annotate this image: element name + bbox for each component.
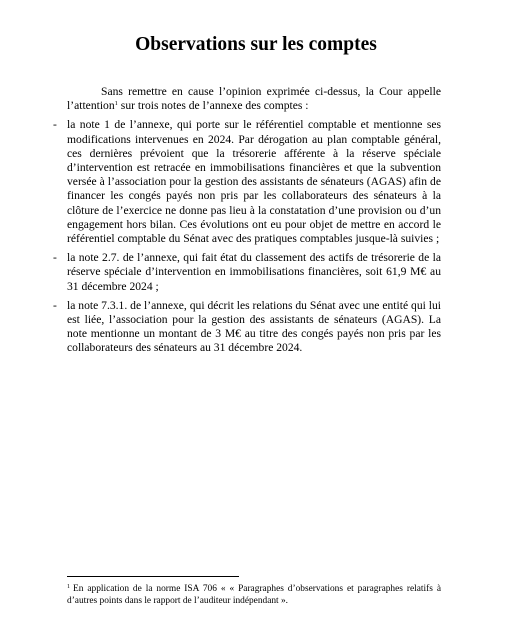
footnote-number: 1: [67, 584, 70, 590]
page-title: Observations sur les comptes: [135, 34, 377, 55]
footnote-text: En application de la norme ISA 706 « « Paragraphes d’observations et paragraphes relatifs à d’autres points dans le rapport de l’auditeur indépendant ».: [67, 584, 441, 606]
intro-text-end: sur trois notes de l’annexe des comptes :: [117, 99, 309, 113]
footnote-separator: [67, 576, 239, 577]
note-item-2: [53, 251, 441, 294]
footnote: [67, 583, 441, 607]
observations-body: [53, 85, 441, 361]
note-text: la note 7.3.1. de l’annexe, qui décrit les relations du Sénat avec une entité qui lui est liée, l’association pour la gestion des assistants de sénateurs (AGAS). La note mentionne un montant de 3 M€ au titre des congés payés non pris par les collaborateurs des sénateurs au 31 décembre 2024.: [67, 298, 441, 355]
note-text: la note 2.7. de l’annexe, qui fait état du classement des actifs de trésorerie de la réserve spéciale d’intervention en immobilisations financières, soit 61,9 M€ au 31 décembre 2024 ;: [67, 251, 441, 293]
bullet-dash: -: [53, 298, 57, 312]
bullet-dash: -: [53, 251, 57, 265]
note-item-1: [53, 118, 441, 246]
intro-paragraph: [67, 85, 441, 113]
footnote-reference[interactable]: 1: [114, 100, 118, 108]
note-item-3: [53, 298, 441, 356]
notes-list: [53, 118, 441, 355]
bullet-dash: -: [53, 118, 57, 132]
note-text: la note 1 de l’annexe, qui porte sur le référentiel comptable et mentionne ses modifications intervenues en 2024. Par dérogation au plan comptable général, ces dernières prévoient que la trésorerie afférente à la réserve spéciale d’intervention est retracée en immobilisations financières et que la subvention versée à l’association pour la gestion des assistants de sénateurs (AGAS) afin de financer les congés payés non pris par les collaborateurs des sénateurs à la clôture de l’exercice ne donne pas lieu à la constatation d’une provision ou d’un engagement hors bilan. Ces évolutions ont eu pour objet de mettre en accord le référentiel comptable du Sénat avec des pratiques comptables jusque-là suivies ;: [67, 118, 441, 246]
intro-text-start: Sans remettre en cause l’opinion exprimée ci-dessus, la Cour appelle l’attention: [67, 85, 441, 113]
